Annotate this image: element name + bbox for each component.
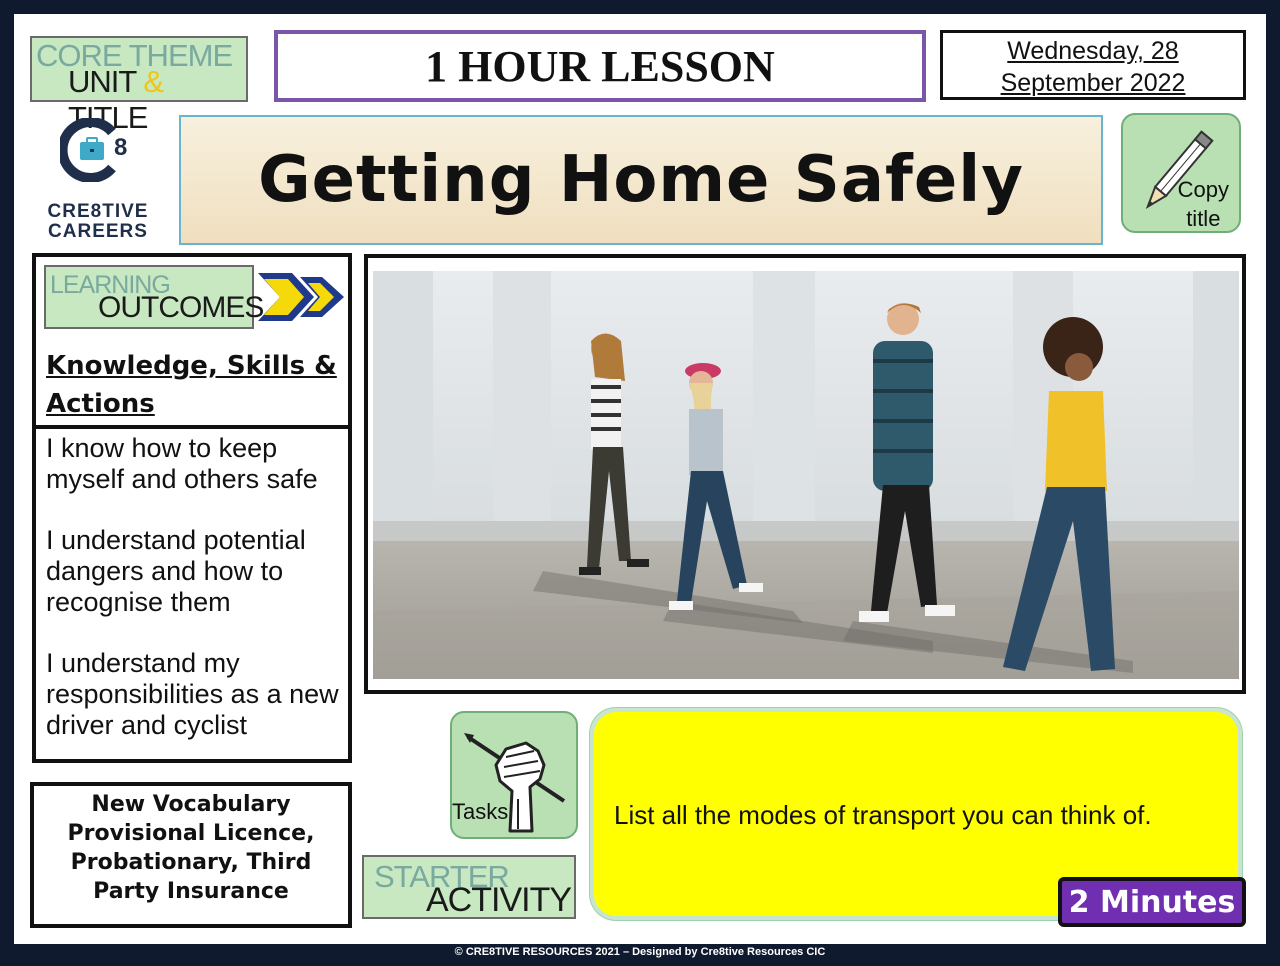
core-theme-badge xyxy=(30,36,248,135)
starter-prompt: List all the modes of transport you can think of. xyxy=(614,800,1152,830)
copy-title-card[interactable] xyxy=(1121,113,1241,233)
timer-badge xyxy=(1058,877,1246,927)
lesson-slide xyxy=(14,14,1266,944)
learning-outcomes-list xyxy=(46,433,346,771)
cre8tive-careers-logo xyxy=(42,114,154,242)
divider xyxy=(36,425,348,429)
tasks-card[interactable] xyxy=(450,711,578,839)
list-item: I understand my responsibilities as a new driver and cyclist xyxy=(46,648,339,740)
unit-title-label: UNIT & TITLE xyxy=(68,64,164,135)
lesson-date-box xyxy=(940,30,1246,100)
tasks-label: Tasks xyxy=(452,799,509,824)
lesson-photo-frame xyxy=(364,254,1246,694)
new-vocabulary-box xyxy=(30,782,352,928)
footer-copyright: © CRE8TIVE RESOURCES 2021 – Designed by Cre8tive Resources CIC xyxy=(454,946,826,958)
vocabulary-line: Party Insurance xyxy=(93,879,289,904)
briefcase-icon xyxy=(80,138,104,160)
chevron-right-icon xyxy=(256,269,348,325)
starter-activity-badge: STARTER ACTIVITY xyxy=(362,855,576,919)
list-item: I know how to keep myself and others safe xyxy=(46,433,318,494)
logo-text: CRE8TIVE CAREERS xyxy=(47,201,149,242)
vocabulary-line: Provisional Licence, xyxy=(67,821,315,846)
learning-outcomes-panel xyxy=(32,253,352,763)
logo-eight: 8 xyxy=(114,134,128,161)
timer-label: 2 Minutes xyxy=(1068,884,1236,920)
learning-outcomes-badge: LEARNING OUTCOMES xyxy=(44,265,254,329)
lesson-duration-box xyxy=(274,30,926,102)
date-line-1: Wednesday, 28 xyxy=(1007,37,1179,65)
learning-outcomes-heading: Knowledge, Skills & Actions xyxy=(46,351,337,419)
copy-title-label: Copy title xyxy=(1177,177,1229,231)
vocabulary-line: Probationary, Third xyxy=(70,850,312,875)
people-walking-photo xyxy=(373,271,1239,679)
vocabulary-heading: New Vocabulary xyxy=(91,792,291,817)
list-item: I understand potential dangers and how to recognise them xyxy=(46,525,306,617)
lesson-title: Getting Home Safely xyxy=(258,143,1024,217)
core-theme-label: CORE THEME xyxy=(36,38,233,73)
date-line-2: September 2022 xyxy=(1000,69,1186,97)
lesson-duration-label: 1 HOUR LESSON xyxy=(425,41,775,91)
lesson-title-box xyxy=(179,115,1103,245)
